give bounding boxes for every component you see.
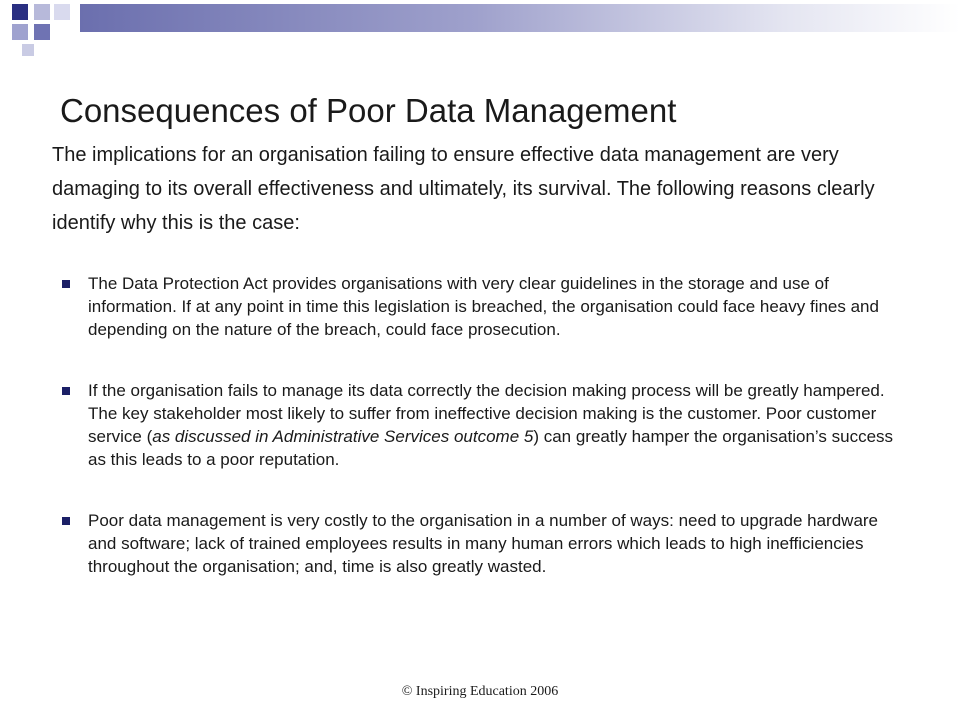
bullet-list xyxy=(60,272,910,578)
decor-square xyxy=(12,4,28,20)
decor-square xyxy=(22,44,34,56)
bullet-text-italic: as discussed in Administrative Services outcome 5 xyxy=(152,427,534,446)
bullet-item-costly xyxy=(60,509,910,578)
copyright-footer: © Inspiring Education 2006 xyxy=(401,684,559,699)
bullet-square-icon xyxy=(62,517,70,525)
decor-square xyxy=(34,4,50,20)
corner-squares-decoration xyxy=(0,0,80,64)
bullet-text-start: If the organisation fails to manage its data correctly the decision making process will be greatly hampered. The key stakeholder most likely to suffer from ineffective decision making is the customer. Poor customer service ( xyxy=(88,381,885,446)
bullet-item-data-protection xyxy=(60,272,910,341)
header-gradient-bar xyxy=(80,4,960,32)
bullet-item-decision-making xyxy=(60,379,910,471)
bullet-text: Poor data management is very costly to the organisation in a number of ways: need to upgrade hardware and software; lack of trained employees results in many human errors which leads to high inefficiencies throughout the organisation; and, time is also greatly wasted. xyxy=(88,511,879,576)
slide-title: Consequences of Poor Data Management xyxy=(60,92,677,130)
intro-paragraph: The implications for an organisation failing to ensure effective data management are very damaging to its overall effectiveness and ultimately, its survival. The following reasons clearly identify why this is the case: xyxy=(52,144,875,234)
bullet-text-end: ) can greatly hamper the organisation’s success as this leads to a poor reputation. xyxy=(88,427,894,469)
bullet-square-icon xyxy=(62,280,70,288)
bullet-text: The Data Protection Act provides organisations with very clear guidelines in the storage and use of information. If at any point in time this legislation is breached, the organisation could face heavy fines and depending on the nature of the breach, could face prosecution. xyxy=(88,274,879,339)
decor-square xyxy=(12,24,28,40)
bullet-square-icon xyxy=(62,387,70,395)
decor-square xyxy=(34,24,50,40)
decor-square xyxy=(54,4,70,20)
